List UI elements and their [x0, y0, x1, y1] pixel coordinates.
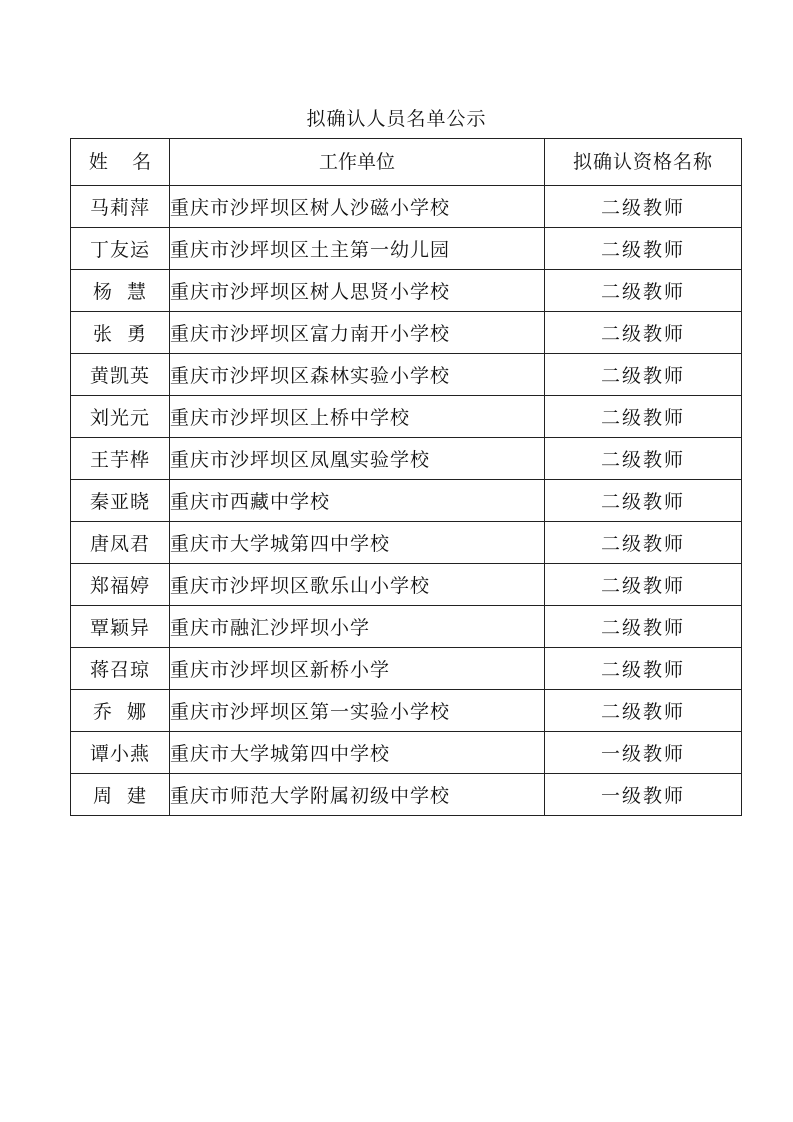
cell-name: 黄凯英 [71, 354, 170, 396]
cell-qualification: 二级教师 [545, 228, 742, 270]
personnel-table [70, 138, 742, 816]
cell-work-unit: 重庆市沙坪坝区新桥小学 [170, 648, 545, 690]
table-row [71, 396, 742, 438]
cell-work-unit: 重庆市沙坪坝区森林实验小学校 [170, 354, 545, 396]
cell-qualification: 二级教师 [545, 522, 742, 564]
header-name: 姓 名 [71, 139, 170, 186]
table-row [71, 270, 742, 312]
table-row [71, 186, 742, 228]
cell-qualification: 二级教师 [545, 186, 742, 228]
cell-name: 马莉萍 [71, 186, 170, 228]
cell-work-unit: 重庆市融汇沙坪坝小学 [170, 606, 545, 648]
page-title: 拟确认人员名单公示 [306, 108, 487, 130]
cell-name: 蒋召琼 [71, 648, 170, 690]
table-row [71, 480, 742, 522]
cell-name: 刘光元 [71, 396, 170, 438]
table-row [71, 228, 742, 270]
cell-name: 郑福婷 [71, 564, 170, 606]
cell-name: 秦亚晓 [71, 480, 170, 522]
cell-work-unit: 重庆市沙坪坝区上桥中学校 [170, 396, 545, 438]
cell-name: 张 勇 [71, 312, 170, 354]
cell-qualification: 二级教师 [545, 312, 742, 354]
cell-work-unit: 重庆市大学城第四中学校 [170, 732, 545, 774]
cell-name: 丁友运 [71, 228, 170, 270]
table-row [71, 312, 742, 354]
cell-qualification: 一级教师 [545, 732, 742, 774]
cell-name: 王芋桦 [71, 438, 170, 480]
cell-qualification: 二级教师 [545, 354, 742, 396]
table-row [71, 354, 742, 396]
cell-name: 覃颖异 [71, 606, 170, 648]
table-row [71, 438, 742, 480]
cell-qualification: 二级教师 [545, 480, 742, 522]
cell-name: 唐凤君 [71, 522, 170, 564]
table-header [71, 139, 742, 186]
cell-name: 周 建 [71, 774, 170, 816]
table-row [71, 606, 742, 648]
cell-work-unit: 重庆市沙坪坝区第一实验小学校 [170, 690, 545, 732]
cell-qualification: 二级教师 [545, 690, 742, 732]
table-row [71, 774, 742, 816]
cell-qualification: 二级教师 [545, 270, 742, 312]
cell-work-unit: 重庆市沙坪坝区富力南开小学校 [170, 312, 545, 354]
cell-qualification: 一级教师 [545, 774, 742, 816]
cell-name: 谭小燕 [71, 732, 170, 774]
header-work-unit: 工作单位 [170, 139, 545, 186]
table-body [71, 186, 742, 816]
cell-work-unit: 重庆市沙坪坝区树人沙磁小学校 [170, 186, 545, 228]
table-row [71, 648, 742, 690]
cell-work-unit: 重庆市沙坪坝区树人思贤小学校 [170, 270, 545, 312]
cell-qualification: 二级教师 [545, 438, 742, 480]
table-row [71, 732, 742, 774]
cell-name: 杨 慧 [71, 270, 170, 312]
table-row [71, 690, 742, 732]
cell-qualification: 二级教师 [545, 396, 742, 438]
cell-work-unit: 重庆市西藏中学校 [170, 480, 545, 522]
table-row [71, 564, 742, 606]
table-row [71, 522, 742, 564]
cell-work-unit: 重庆市大学城第四中学校 [170, 522, 545, 564]
cell-name: 乔 娜 [71, 690, 170, 732]
cell-qualification: 二级教师 [545, 564, 742, 606]
cell-qualification: 二级教师 [545, 648, 742, 690]
header-qualification: 拟确认资格名称 [545, 139, 742, 186]
header-row [71, 139, 742, 186]
cell-work-unit: 重庆市沙坪坝区凤凰实验学校 [170, 438, 545, 480]
cell-work-unit: 重庆市沙坪坝区歌乐山小学校 [170, 564, 545, 606]
cell-qualification: 二级教师 [545, 606, 742, 648]
cell-work-unit: 重庆市沙坪坝区土主第一幼儿园 [170, 228, 545, 270]
cell-work-unit: 重庆市师范大学附属初级中学校 [170, 774, 545, 816]
